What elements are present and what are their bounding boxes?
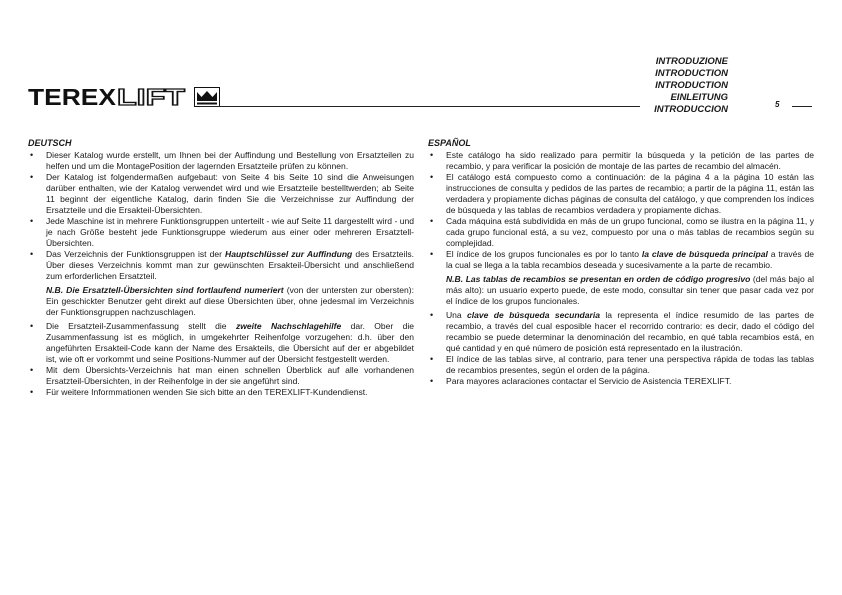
text-run: (von der untersten zur obersten): Ein geschickter Benutzer geht direkt auf diese Übersichten über, ohne jedesmal im Verzeichnis der Funktionsgruppen nachzuschlagen. (46, 285, 414, 317)
note-paragraph (428, 274, 814, 307)
title-en: INTRODUCTION (655, 68, 728, 79)
list-item: • Para mayores aclaraciones contactar el Servicio de Asistencia TEREXLIFT. (428, 376, 814, 387)
emphasis: clave de búsqueda secundaria (467, 310, 600, 320)
title-es: INTRODUCCION (654, 104, 728, 115)
text-run: El índice de los grupos funcionales es por lo tanto (446, 249, 642, 259)
list-item (28, 249, 414, 282)
deutsch-heading: DEUTSCH (28, 138, 72, 148)
section-titles (654, 56, 728, 116)
text-run: des Ersatzteils. Über dieses Verzeichnis kommt man zur gewünschten Ersakteil-Übersicht und anschließend zum erforderlichen Ersatzteil. (46, 249, 414, 281)
note-paragraph (28, 285, 414, 318)
list-item: • Este catálogo ha sido realizado para permitir la búsqueda y la petición de las partes de recambio, y para verificar la posición de montaje de las partes de recambio del almacén. (428, 150, 814, 172)
list-item: • Für weitere Informmationen wenden Sie sich bitte an den TEREXLIFT-Kundendienst. (28, 387, 414, 398)
list-item: • Der Katalog ist folgendermaßen aufgebaut: von Seite 4 bis Seite 10 sind die Anweisungen darüber enthalten, wie der Katalog verwendet wird und wie Ersatzteile bestelltwerden; ab Seite 11 beginnt der eigentliche Katalog, darin finden Sie die Verzeichnisse zur Auffindung der Ersatzteile und die Ersakteil-Übersichten. (28, 172, 414, 216)
emphasis: Hauptschlüssel zur Auffindung (225, 249, 353, 259)
espanol-heading: ESPAÑOL (428, 138, 471, 148)
crown-icon (194, 87, 220, 107)
text-run: dar. Ober die Zusammenfassung ist es möglich, in umgekehrter Reihenfolge vorzugehen: d.h. über den angeführten Ersakteil-Code kann der Name des Ersakteils, die Übersicht auf der er abgebildet ist, wie oft er vorkommt und seine Positions-Nummer auf der Übersicht festgestellt werden. (46, 321, 414, 364)
svg-text:TEREX: TEREX (28, 85, 117, 109)
note-emphasis: N.B. Las tablas de recambios se presentan en orden de código progresivo (446, 274, 751, 284)
page-number: 5 (775, 100, 780, 109)
title-fr: INTRODUCTION (655, 80, 728, 91)
list-item: • Jede Maschine ist in mehrere Funktionsgruppen unterteilt - wie auf Seite 11 dargestellt wird - und je nach Größe besteht jede Funktionsgruppe wiederum aus einer oder mehreren Ersatztell-Übersichten. (28, 216, 414, 249)
title-it: INTRODUZIONE (655, 56, 728, 67)
title-de: EINLEITUNG (670, 92, 728, 103)
terexlift-logo (28, 86, 220, 108)
header-rule-right (792, 106, 812, 107)
deutsch-list (28, 150, 414, 282)
espanol-list-2 (428, 310, 814, 387)
emphasis: la clave de búsqueda principal (641, 249, 768, 259)
text-run: Das Verzeichnis der Funktionsgruppen ist der (46, 249, 226, 259)
text-run: (del más bajo al más alto): un usuario experto puede, de este modo, consultar sin tener que pasar cada vez por el índice de los grupos funcionales. (446, 274, 814, 306)
deutsch-column (28, 138, 414, 398)
list-item (28, 321, 414, 365)
list-item: • El catálogo está compuesto como a continuación: de la página 4 a la página 10 están las instrucciones de consulta y pedidos de las partes de recambio; a partir de la página 11, están las verdadera y propiamente dichas páginas de consulta del catálogo, y que comprenden los índices de búsqueda y las tablas de recambios verdadera y propiamente dichas. (428, 172, 814, 216)
deutsch-list-2 (28, 321, 414, 398)
text-run: Die Ersatzteil-Zusammenfassung stellt die (46, 321, 236, 331)
list-item: • El índice de las tablas sirve, al contrario, para tener una perspectiva rápida de todas las tablas de recambios presentes, según el orden de la página. (428, 354, 814, 376)
espanol-list (428, 150, 814, 271)
emphasis: zweite Nachschlagehilfe (235, 321, 342, 331)
text-run: a través de la cual se llega a la tabla recambios deseada y sucesivamente a la parte de recambio. (446, 249, 814, 270)
list-item: • Dieser Katalog wurde erstellt, um Ihnen bei der Auffindung und Bestellung von Ersatzteilen zu helfen und um die MontagePosition der lagernden Ersatzteile prüfen zu können. (28, 150, 414, 172)
list-item: • Cada máquina está subdividida en más de un grupo funcional, como se ilustra en la página 11, y cada grupo funcional está, a su vez, compuesto por una o más tablas de recambios según su complejidad. (428, 216, 814, 249)
note-emphasis: N.B. Die Ersatztell-Übersichten sind fortlaufend numeriert (46, 285, 284, 295)
list-item: • Mit dem Übersichts-Verzeichnis hat man einen schnellen Überblick auf alle vorhandenen Ersatzteil-Übersichten, in der Reihenfolge in der sie angeführt sind. (28, 365, 414, 387)
header-rule (200, 106, 640, 107)
list-item (428, 310, 814, 354)
text-run: Una (446, 310, 468, 320)
terexlift-wordmark (28, 85, 188, 109)
text-run: la representa el índice resumido de las partes de recambio, a través del cual esposible hacer el recorrido contrario: es decir, dado el código del recambio se puede determinar la denominación del recambio, en qué tabla recambios está, en qué cantidad y en qué número de posición está representado en la ilustración. (446, 310, 814, 353)
svg-text:LIFT: LIFT (117, 85, 185, 109)
espanol-column (428, 138, 814, 387)
list-item (428, 249, 814, 271)
